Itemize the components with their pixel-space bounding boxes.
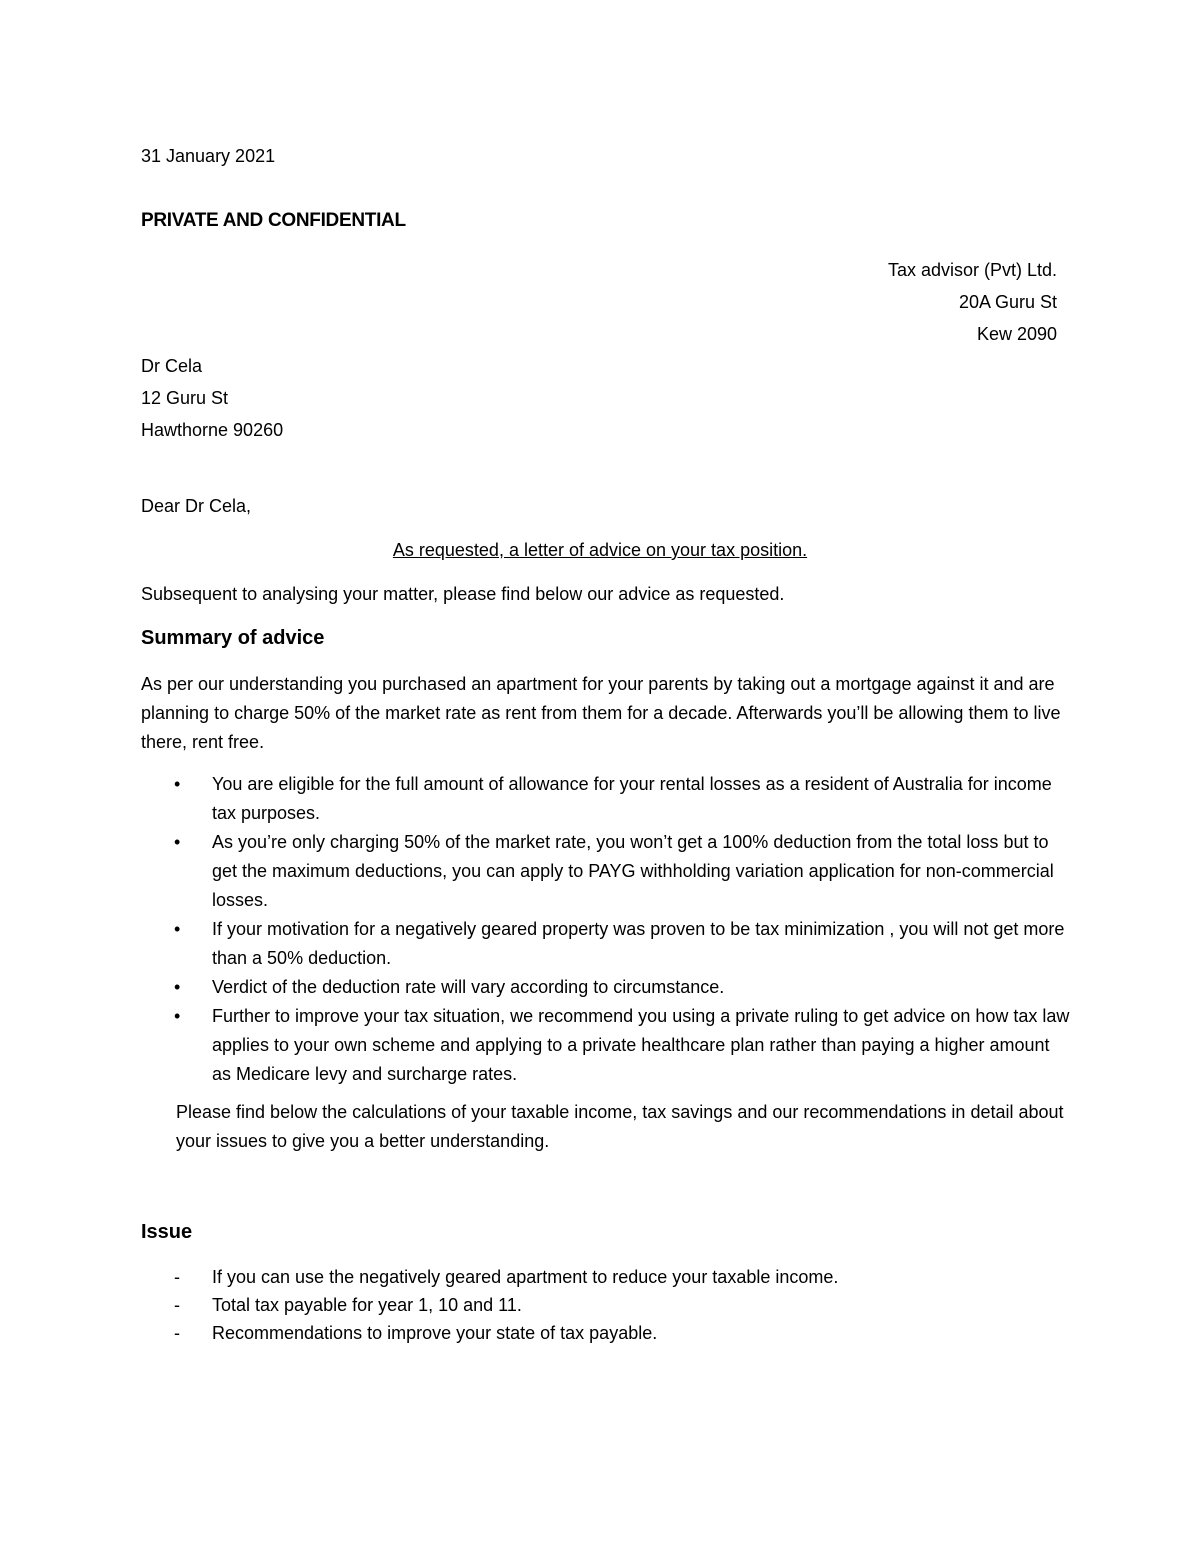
recipient-address [141, 350, 283, 446]
salutation: Dear Dr Cela, [141, 496, 252, 516]
bullet-text: As you’re only charging 50% of the market rate, you won’t get a 100% deduction from the total loss but to get the maximum deductions, you can apply to PAYG withholding variation application for non-commercial losses. [212, 832, 1054, 910]
calculations-paragraph: Please find below the calculations of your taxable income, tax savings and our recommendations in detail about your issues to give you a better understanding. [176, 1102, 1064, 1151]
list-item [141, 1002, 1071, 1089]
letter-date: 31 January 2021 [141, 146, 276, 166]
list-item [141, 1291, 1071, 1319]
sender-line-3: Kew 2090 [976, 324, 1057, 344]
issue-text: Recommendations to improve your state of tax payable. [212, 1323, 658, 1343]
bullet-text: You are eligible for the full amount of allowance for your rental losses as a resident of Australia for income tax purposes. [212, 774, 1052, 823]
dash-marker: - [174, 1295, 180, 1315]
dash-marker: - [174, 1323, 180, 1343]
confidential-heading: PRIVATE AND CONFIDENTIAL [141, 210, 406, 231]
bullet-marker: • [174, 919, 181, 939]
sender-line-1: Tax advisor (Pvt) Ltd. [887, 260, 1057, 280]
summary-heading: Summary of advice [141, 627, 325, 649]
intro-paragraph: Subsequent to analysing your matter, please find below our advice as requested. [141, 584, 785, 604]
dash-marker: - [174, 1267, 180, 1287]
list-item [141, 973, 1071, 1002]
sender-address [888, 254, 1057, 350]
summary-bullet-list [141, 770, 1071, 1089]
bullet-text: Further to improve your tax situation, we recommend you using a private ruling to get advice on how tax law applies to your own scheme and applying to a private healthcare plan rather than paying a higher amount as Medicare levy and surcharge rates. [212, 1006, 1070, 1084]
issue-text: If you can use the negatively geared apartment to reduce your taxable income. [212, 1267, 839, 1287]
list-item [141, 828, 1071, 915]
bullet-marker: • [174, 1006, 181, 1026]
bullet-text: If your motivation for a negatively geared property was proven to be tax minimization , you will not get more than a 50% deduction. [212, 919, 1065, 968]
list-item [141, 770, 1071, 828]
bullet-marker: • [174, 832, 181, 852]
recipient-name: Dr Cela [141, 356, 203, 376]
bullet-marker: • [174, 977, 181, 997]
list-item [141, 1263, 1071, 1291]
bullet-marker: • [174, 774, 181, 794]
list-item [141, 915, 1071, 973]
bullet-text: Verdict of the deduction rate will vary according to circumstance. [212, 977, 725, 997]
subject-line: As requested, a letter of advice on your tax position. [392, 540, 808, 560]
issue-list [141, 1263, 1071, 1347]
list-item [141, 1319, 1071, 1347]
sender-line-2: 20A Guru St [958, 292, 1057, 312]
recipient-street: 12 Guru St [141, 388, 229, 408]
issue-text: Total tax payable for year 1, 10 and 11. [212, 1295, 522, 1315]
issue-heading: Issue [141, 1221, 193, 1243]
summary-paragraph: As per our understanding you purchased an apartment for your parents by taking out a mortgage against it and are planning to charge 50% of the market rate as rent from them for a decade. Afterwards you’ll be allowing them to live there, rent free. [141, 674, 1061, 752]
recipient-city: Hawthorne 90260 [141, 420, 284, 440]
